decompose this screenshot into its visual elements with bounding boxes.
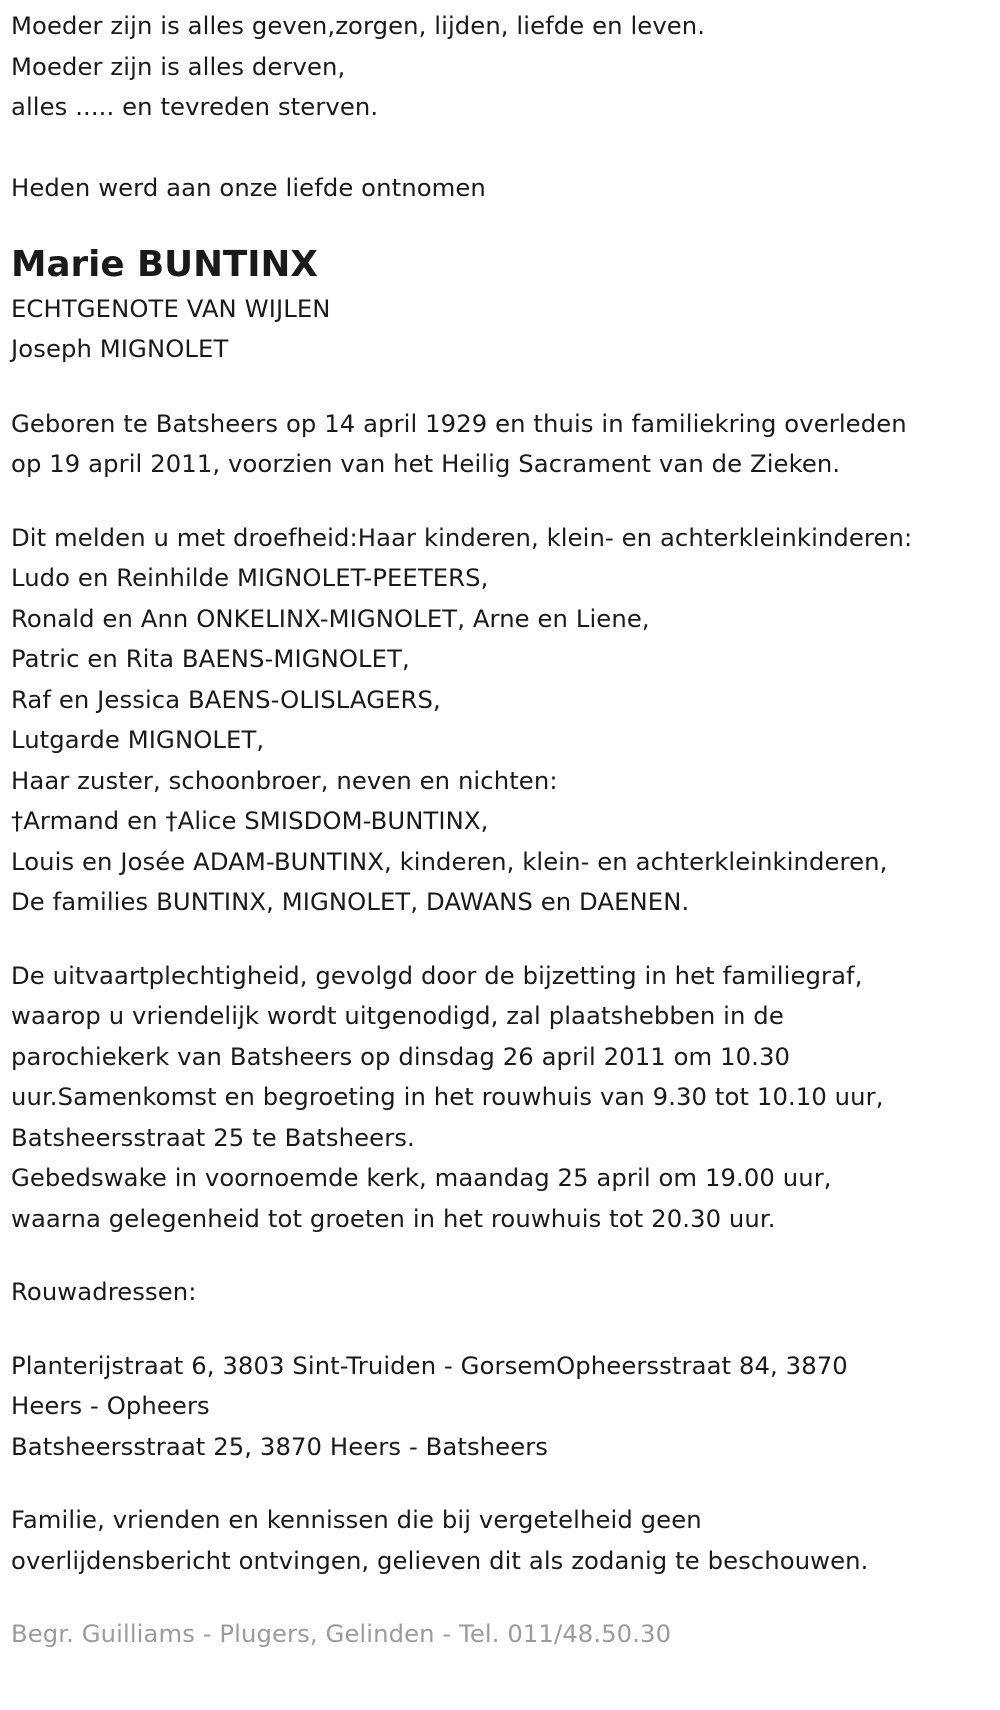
paragraph-line: waarna gelegenheid tot groeten in het rouwhuis tot 20.30 uur. [11, 1203, 776, 1233]
paragraph-line: Gebedswake in voornoemde kerk, maandag 25 april om 19.00 uur, [11, 1163, 832, 1192]
address-line: Batsheersstraat 25, 3870 Heers - Batsheers [11, 1431, 549, 1461]
addresses-list [11, 1346, 1000, 1468]
family-line: Patric en Rita BAENS-MIGNOLET, [11, 644, 410, 673]
ceremony-paragraph [11, 956, 1000, 1240]
family-line: Raf en Jessica BAENS-OLISLAGERS, [11, 684, 441, 714]
paragraph-line: waarop u vriendelijk wordt uitgenodigd, zal plaatshebben in de [11, 1001, 784, 1030]
deceased-block [11, 243, 1000, 370]
family-line: Dit melden u met droefheid:Haar kinderen, klein- en achterkleinkinderen: [11, 522, 913, 552]
family-line: Ronald en Ann ONKELINX-MIGNOLET, Arne en Liene, [11, 603, 650, 633]
spouse-name: Joseph MIGNOLET [11, 334, 229, 363]
address-line: Heers - Opheers [11, 1391, 210, 1420]
paragraph-line: Familie, vrienden en kennissen die bij vergetelheid geen [11, 1505, 702, 1534]
paragraph-line: De uitvaartplechtigheid, gevolgd door de bijzetting in het familiegraf, [11, 960, 863, 990]
family-line: Ludo en Reinhilde MIGNOLET-PEETERS, [11, 563, 489, 592]
deceased-name: Marie BUNTINX [11, 243, 318, 285]
poem-line: Moeder zijn is alles geven,zorgen, lijden, liefde en leven. [11, 11, 706, 40]
birth-death-paragraph [11, 404, 1000, 485]
address-line: Planterijstraat 6, 3803 Sint-Truiden - GorsemOpheersstraat 84, 3870 [11, 1350, 848, 1380]
family-line: †Armand en †Alice SMISDOM-BUNTINX, [11, 806, 489, 835]
paragraph-line: overlijdensbericht ontvingen, gelieven dit als zodanig te beschouwen. [11, 1545, 869, 1575]
paragraph-line: Batsheersstraat 25 te Batsheers. [11, 1122, 415, 1152]
paragraph-line: Geboren te Batsheers op 14 april 1929 en thuis in familiekring overleden [11, 408, 907, 438]
family-line: Haar zuster, schoonbroer, neven en nichten: [11, 765, 558, 795]
relation-text: ECHTGENOTE VAN WIJLEN [11, 293, 331, 323]
paragraph-line: op 19 april 2011, voorzien van het Heilig Sacrament van de Zieken. [11, 449, 841, 478]
family-line: De families BUNTINX, MIGNOLET, DAWANS en DAENEN. [11, 887, 690, 916]
poem [11, 6, 1000, 128]
paragraph-line: uur.Samenkomst en begroeting in het rouwhuis van 9.30 tot 10.10 uur, [11, 1082, 884, 1111]
addresses-heading: Rouwadressen: [11, 1277, 197, 1306]
family-list [11, 518, 1000, 923]
paragraph-line: parochiekerk van Batsheers op dinsdag 26 april 2011 om 10.30 [11, 1041, 791, 1071]
poem-line: Moeder zijn is alles derven, [11, 51, 346, 81]
family-line: Louis en Josée ADAM-BUNTINX, kinderen, klein- en achterkleinkinderen, [11, 846, 888, 876]
poem-line: alles ..... en tevreden sterven. [11, 92, 379, 121]
intro-text: Heden werd aan onze liefde ontnomen [11, 173, 486, 202]
funeral-home-footer: Begr. Guilliams - Plugers, Gelinden - Tel. 011/48.50.30 [11, 1619, 672, 1648]
family-line: Lutgarde MIGNOLET, [11, 725, 265, 754]
notice-paragraph [11, 1500, 1000, 1581]
